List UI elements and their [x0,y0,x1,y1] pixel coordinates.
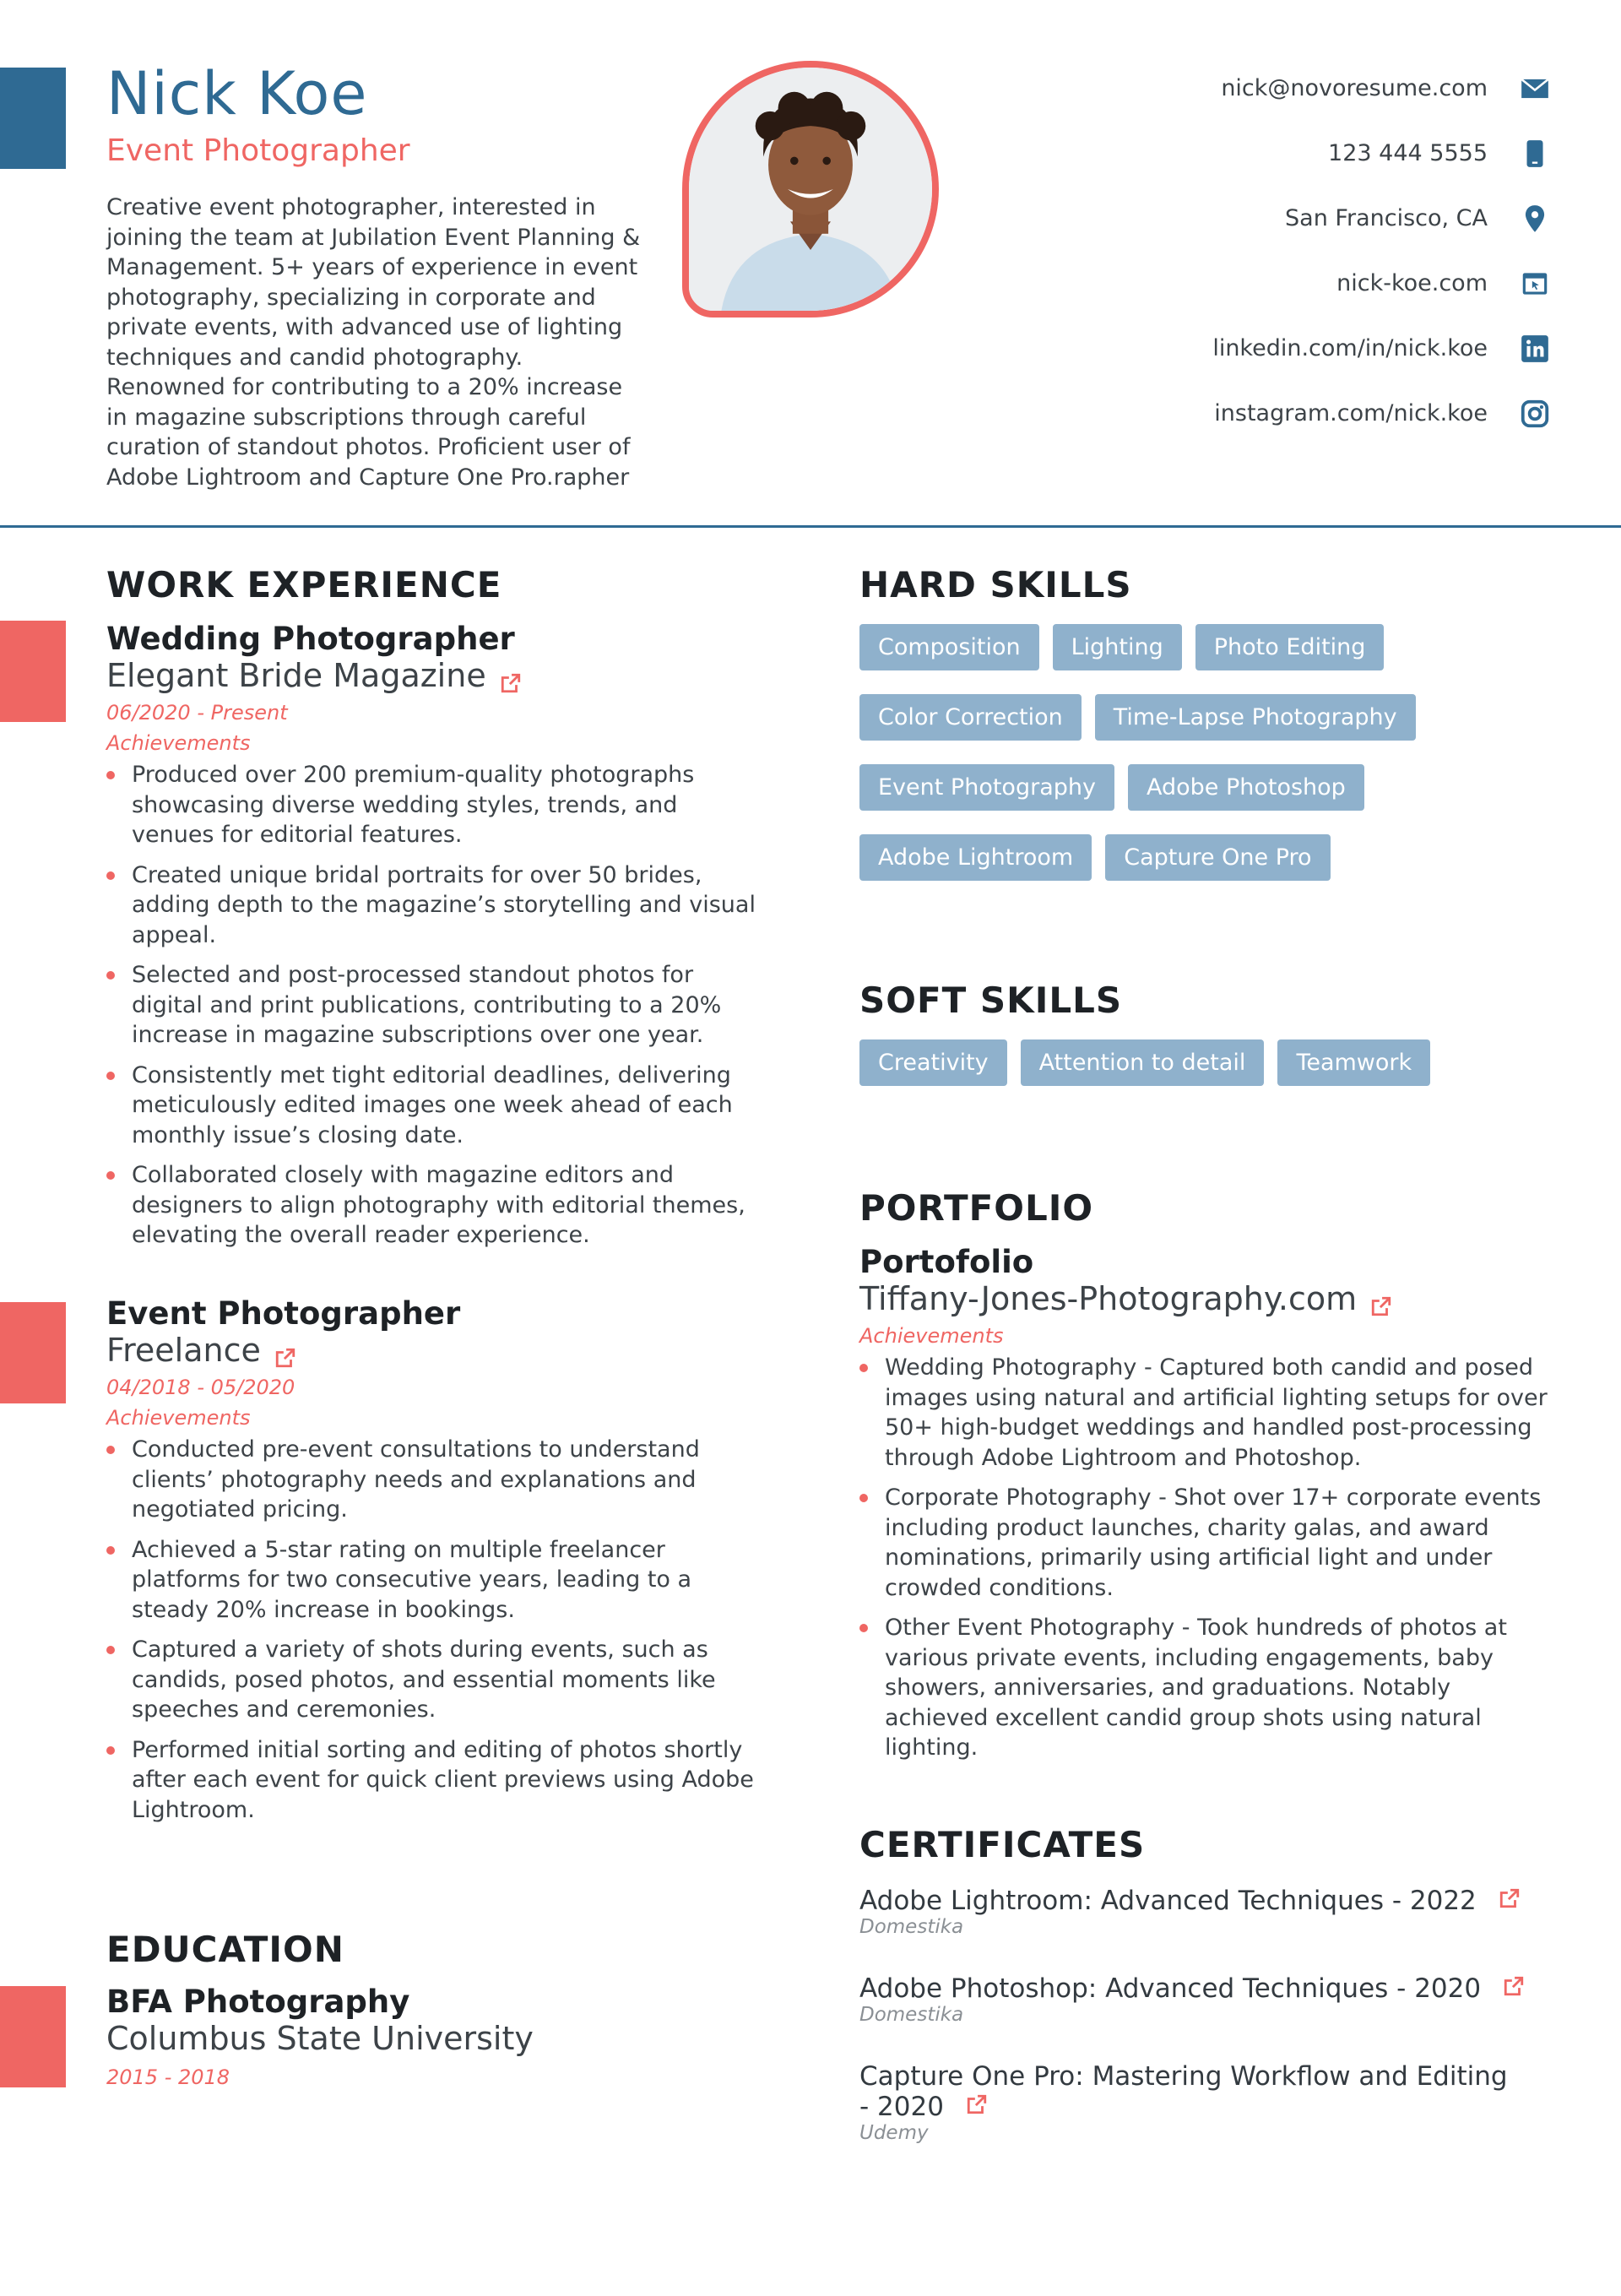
work-experience-heading: WORK EXPERIENCE [106,564,502,605]
external-link-icon[interactable] [966,2092,988,2114]
achievement-item: Conducted pre-event consultations to understand clients’ photography needs and explanations and negotiated pricing. [106,1435,765,1525]
header-divider [0,525,1621,528]
portfolio-item: Corporate Photography - Shot over 17+ corporate events including product launches, charity galas, and award nominations, primarily using artificial light and under crowded conditions. [859,1483,1552,1603]
contact-linkedin-text: linkedin.com/in/nick.koe [1212,335,1488,361]
skill-tag: Adobe Photoshop [1128,764,1364,811]
website-icon [1518,267,1552,301]
skill-tag: Composition [859,624,1039,670]
instagram-icon [1518,397,1552,431]
certificates-section [859,1824,1552,2144]
certificate-title: Capture One Pro: Mastering Workflow and Editing - 2020 [859,2061,1508,2122]
achievement-item: Achieved a 5-star rating on multiple freelancer platforms for two consecutive years, leading to a steady 20% increase in bookings. [106,1535,765,1626]
envelope-icon [1518,72,1552,106]
job-title: Event Photographer [106,1295,461,1332]
portfolio-list [859,1353,1552,1763]
certificate-name [859,1886,1552,1916]
work-experience-section [106,564,765,1261]
portrait-illustration [689,68,932,311]
contact-phone[interactable] [1079,121,1552,186]
soft-skills-section [859,980,1552,1110]
achievements-label: Achievements [106,1406,251,1430]
candidate-name: Nick Koe [106,59,368,128]
certificate-issuer: Udemy [859,2122,929,2144]
certificate-title: Adobe Photoshop: Advanced Techniques - 2020 [859,1973,1482,2004]
skill-tag: Color Correction [859,694,1082,741]
job-dates: 04/2018 - 05/2020 [106,1376,295,1399]
portfolio-section [859,1187,1552,1773]
external-link-icon[interactable] [1370,1288,1392,1310]
achievement-item: Collaborated closely with magazine editors and designers to align photography with editorial themes, elevating the overall reader experience. [106,1160,765,1251]
skill-tag: Attention to detail [1021,1039,1265,1086]
job-accent-bar [0,621,66,722]
certificate-entry [859,2061,1518,2144]
skill-tag: Lighting [1053,624,1182,670]
skill-row [859,694,1552,764]
contact-website[interactable] [1079,251,1552,316]
contact-email-text: nick@novoresume.com [1221,75,1488,101]
achievement-item: Produced over 200 premium-quality photographs showcasing diverse wedding styles, trends, and venues for editorial features. [106,760,765,850]
contact-linkedin[interactable] [1079,316,1552,381]
achievements-label: Achievements [859,1324,1004,1348]
portfolio-heading: PORTFOLIO [859,1187,1094,1229]
external-link-icon[interactable] [274,1339,296,1361]
certificate-title: Adobe Lightroom: Advanced Techniques - 2022 [859,1886,1477,1916]
job-organization [106,657,765,694]
certificate-issuer: Domestika [859,1916,964,1938]
education-section [106,1929,765,2089]
skill-tag: Adobe Lightroom [859,834,1092,881]
portfolio-item: Other Event Photography - Took hundreds of photos at various private events, including engagements, baby showers, anniversaries, and graduations. Notably achieved excellent candid group shots using natural lighting. [859,1613,1552,1763]
skill-tag: Photo Editing [1195,624,1385,670]
job-accent-bar [0,1302,66,1403]
location-pin-icon [1518,202,1552,236]
job-organization-name: Freelance [106,1332,261,1369]
external-link-icon[interactable] [1499,1886,1521,1908]
degree-title: BFA Photography [106,1984,410,2020]
contact-phone-text: 123 444 5555 [1328,140,1488,166]
achievement-item: Performed initial sorting and editing of photos shortly after each event for quick client previews using Adobe Lightroom. [106,1735,765,1826]
linkedin-icon [1518,332,1552,366]
external-link-icon[interactable] [500,665,522,687]
portfolio-site [859,1280,1552,1317]
profile-photo [682,61,939,318]
skill-tag: Event Photography [859,764,1114,811]
contact-instagram[interactable] [1079,381,1552,446]
achievement-item: Created unique bridal portraits for over 50 brides, adding depth to the magazine’s storytelling and visual appeal. [106,860,765,951]
achievement-list [106,760,765,1251]
school-name: Columbus State University [106,2020,534,2057]
achievements-label: Achievements [106,731,251,755]
contact-email[interactable] [1079,56,1552,121]
job-organization-name: Elegant Bride Magazine [106,657,486,694]
contact-location [1079,186,1552,251]
achievement-item: Consistently met tight editorial deadlines, delivering meticulously edited images one week ahead of each monthly issue’s closing date. [106,1061,765,1151]
education-heading: EDUCATION [106,1929,344,1970]
certificate-issuer: Domestika [859,2004,964,2026]
hard-skills-heading: HARD SKILLS [859,564,1132,605]
job-dates: 06/2020 - Present [106,701,288,725]
portfolio-name: Portofolio [859,1244,1034,1280]
skill-tag: Creativity [859,1039,1007,1086]
header-accent-bar [0,68,66,169]
job-entry [106,621,765,1251]
soft-skills-heading: SOFT SKILLS [859,980,1123,1021]
skill-tag: Capture One Pro [1105,834,1330,881]
skill-row [859,624,1552,694]
job-entry [106,1295,765,1835]
portfolio-site-link[interactable]: Tiffany-Jones-Photography.com [859,1280,1358,1317]
external-link-icon[interactable] [1503,1973,1525,1995]
achievement-item: Captured a variety of shots during events, such as candids, posed photos, and essential moments like speeches and ceremonies. [106,1635,765,1725]
portfolio-item: Wedding Photography - Captured both candid and posed images using natural and artificial lighting setups for over 50+ high-budget weddings and handled post-processing through Adobe Lightroom and Photoshop. [859,1353,1552,1473]
soft-skills-tags [859,1039,1552,1110]
education-dates: 2015 - 2018 [106,2065,230,2089]
skill-row [859,834,1552,904]
skill-row [859,764,1552,834]
certificates-heading: CERTIFICATES [859,1824,1146,1865]
job-title: Wedding Photographer [106,621,515,657]
skill-tag: Time-Lapse Photography [1095,694,1416,741]
skill-tag: Teamwork [1277,1039,1430,1086]
certificate-entry [859,1973,1552,2026]
profile-summary: Creative event photographer, interested in joining the team at Jubilation Event Planning & Management. 5+ years of experience in event photography, specializing in corporate and private events, with advanced use of lighting techniques and candid photography. Renowned for contributing to a 20% increase in magazine subscriptions through careful curation of standout photos. Proficient user of Adobe Lightroom and Capture One Pro.rapher [106,194,641,491]
certificate-entry [859,1886,1552,1938]
certificate-name [859,2061,1518,2122]
hard-skills-section [859,564,1552,904]
contact-website-text: nick-koe.com [1336,270,1488,296]
contact-list [1079,56,1552,446]
contact-location-text: San Francisco, CA [1285,205,1488,231]
job-organization [106,1332,765,1369]
candidate-role: Event Photographer [106,133,410,168]
phone-icon [1518,137,1552,171]
achievement-list [106,1435,765,1825]
certificate-name [859,1973,1552,2004]
education-accent-bar [0,1986,66,2087]
hard-skills-tags [859,624,1552,904]
contact-instagram-text: instagram.com/nick.koe [1214,400,1488,426]
achievement-item: Selected and post-processed standout photos for digital and print publications, contributing to a 20% increase in magazine subscriptions over one year. [106,960,765,1050]
